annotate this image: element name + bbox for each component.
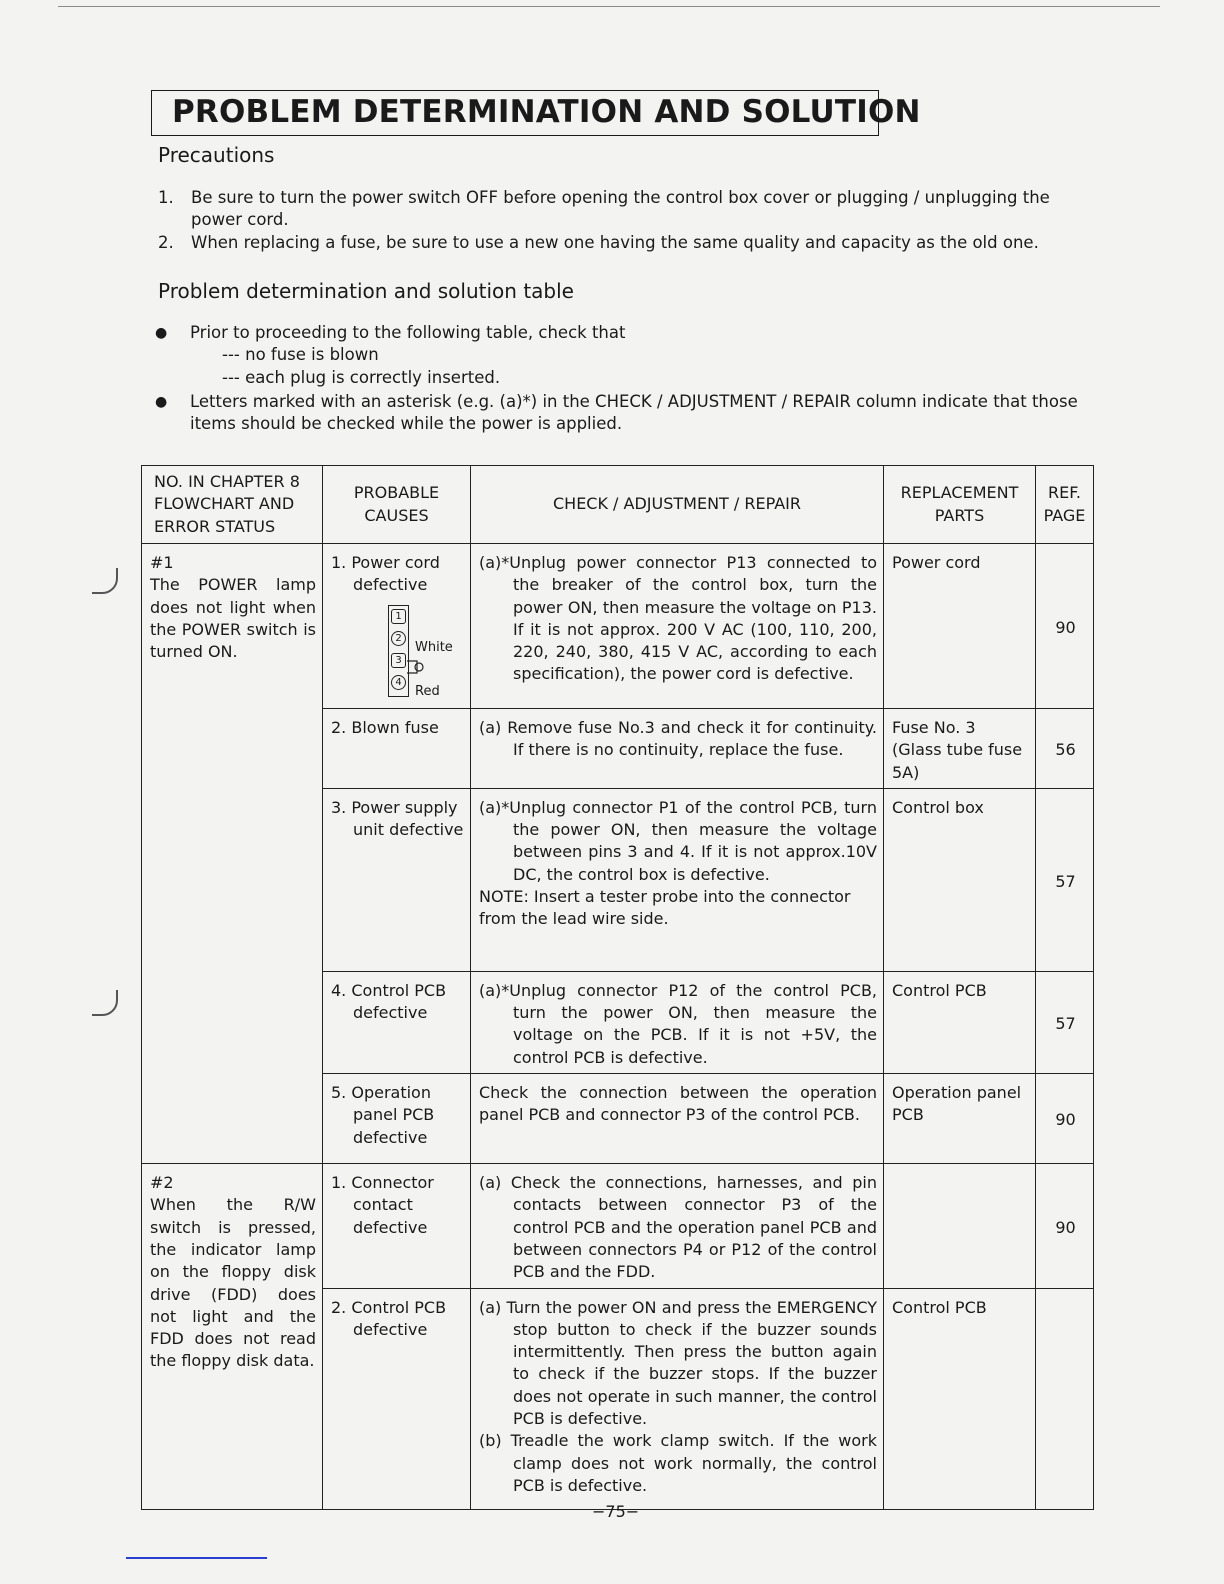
check-cell bbox=[471, 1288, 884, 1509]
header-ref-page: REF. PAGE bbox=[1036, 466, 1094, 544]
check-cell bbox=[471, 544, 884, 709]
precautions-heading: Precautions bbox=[158, 143, 275, 167]
header-parts: REPLACEMENT PARTS bbox=[884, 466, 1036, 544]
white-wire-label: White bbox=[415, 639, 453, 655]
page-text: 57 bbox=[1055, 1014, 1076, 1034]
check-text: (a)*Unplug power connector P13 connected to the breaker of the control box, turn the power ON, then measure the voltage on P13. If it is not approx. 200 V AC (100, 110, 200, 220, 240, 380, 415 V AC, according to each specification), the power cord is defective. bbox=[479, 553, 877, 684]
part-cell bbox=[884, 1164, 1036, 1288]
header-status: NO. IN CHAPTER 8 FLOWCHART AND ERROR STATUS bbox=[142, 466, 323, 544]
cause-cell bbox=[323, 788, 471, 971]
sub-item: --- each plug is correctly inserted. bbox=[222, 368, 501, 387]
part-cell bbox=[884, 788, 1036, 971]
pin-label: 2 bbox=[391, 631, 406, 646]
check-cell bbox=[471, 1164, 884, 1288]
top-rule bbox=[58, 6, 1160, 7]
cause-text: 3. Power supply unit defective bbox=[331, 797, 464, 840]
table-row bbox=[142, 1164, 1094, 1288]
problem-solution-table bbox=[141, 465, 1094, 1510]
check-cell bbox=[471, 1074, 884, 1164]
page-text: 90 bbox=[1055, 1110, 1076, 1130]
part-text: Fuse No. 3 (Glass tube fuse 5A) bbox=[892, 718, 1023, 782]
pin-label: 3 bbox=[391, 653, 406, 668]
sub-item: --- no fuse is blown bbox=[222, 345, 379, 364]
check-text: (a) Remove fuse No.3 and check it for continuity. If there is no continuity, replace the fuse. bbox=[479, 718, 877, 760]
page-text: 90 bbox=[1055, 1217, 1076, 1237]
check-text: (b) Treadle the work clamp switch. If the work clamp does not work normally, the control PCB is defective. bbox=[479, 1431, 877, 1495]
page-cell bbox=[1036, 971, 1094, 1073]
item-number: 2. bbox=[158, 233, 174, 252]
red-wire-label: Red bbox=[415, 683, 440, 699]
part-cell bbox=[884, 1288, 1036, 1509]
binder-hole-mark bbox=[92, 990, 118, 1016]
part-cell bbox=[884, 544, 1036, 709]
part-cell bbox=[884, 709, 1036, 789]
cause-text: 2. Blown fuse bbox=[331, 718, 439, 737]
check-text: (a) Check the connections, harnesses, and pin contacts between connector P3 of the control PCB and the operation panel PCB and between connectors P4 or P12 of the control PCB and the FDD. bbox=[479, 1173, 877, 1282]
page-text: 57 bbox=[1055, 871, 1076, 891]
bullet-item bbox=[155, 322, 1093, 344]
bullet-item bbox=[155, 391, 1093, 435]
binder-hole-mark bbox=[92, 568, 118, 594]
cause-cell bbox=[323, 709, 471, 789]
bottom-link-line bbox=[126, 1557, 267, 1559]
cause-text: 4. Control PCB defective bbox=[331, 980, 447, 1023]
table-section-heading: Problem determination and solution table bbox=[158, 279, 574, 303]
part-text: Operation panel PCB bbox=[892, 1083, 1022, 1125]
wire-lead-icon bbox=[407, 653, 427, 683]
bullet-text: Letters marked with an asterisk (e.g. (a)*) in the CHECK / ADJUSTMENT / REPAIR column indicate that those items should be checked while the power is applied. bbox=[190, 392, 1078, 433]
part-text: Control box bbox=[892, 797, 984, 817]
cause-cell bbox=[323, 1074, 471, 1164]
bullet-text: Prior to proceeding to the following table, check that bbox=[190, 323, 626, 342]
cause-cell bbox=[323, 1164, 471, 1288]
header-check: CHECK / ADJUSTMENT / REPAIR bbox=[471, 466, 884, 544]
check-text: (a)*Unplug connector P12 of the control PCB, turn the power ON, then measure the voltage on the PCB. If it is not +5V, the control PCB is defective. bbox=[479, 980, 877, 1067]
check-cell bbox=[471, 709, 884, 789]
page-text: 56 bbox=[1055, 740, 1076, 760]
check-text: (a)*Unplug connector P1 of the control PCB, turn the power ON, then measure the voltage between pins 3 and 4. If it is not approx.10V DC, the control box is defective. bbox=[479, 797, 877, 884]
precaution-item bbox=[158, 187, 1093, 231]
part-text: Control PCB bbox=[892, 980, 987, 1000]
cause-text: 2. Control PCB defective bbox=[331, 1297, 447, 1339]
bullet-icon: ● bbox=[155, 394, 168, 410]
note-text: NOTE: Insert a tester probe into the connector from the lead wire side. bbox=[479, 887, 851, 929]
page-cell bbox=[1036, 709, 1094, 789]
status-number: #1 bbox=[150, 553, 174, 572]
item-text: When replacing a fuse, be sure to use a new one having the same quality and capacity as the old one. bbox=[191, 233, 1039, 252]
cause-cell bbox=[323, 544, 471, 709]
item-text: Be sure to turn the power switch OFF before opening the control box cover or plugging / unplugging the power cord. bbox=[191, 188, 1050, 229]
table-header-row bbox=[142, 466, 1094, 544]
cause-cell bbox=[323, 1288, 471, 1509]
status-text: The POWER lamp does not light when the POWER switch is turned ON. bbox=[150, 575, 316, 662]
cause-cell bbox=[323, 971, 471, 1073]
page-cell bbox=[1036, 1074, 1094, 1164]
part-cell bbox=[884, 1074, 1036, 1164]
table-row bbox=[142, 544, 1094, 709]
part-text: Power cord bbox=[892, 553, 981, 572]
cause-text: 1. Connector contact defective bbox=[331, 1173, 434, 1237]
item-number: 1. bbox=[158, 188, 174, 207]
precaution-item bbox=[158, 232, 1093, 254]
pin-label: 1 bbox=[391, 609, 406, 624]
status-cell bbox=[142, 544, 323, 1164]
part-text: Control PCB bbox=[892, 1297, 987, 1317]
page-cell bbox=[1036, 1164, 1094, 1288]
check-cell bbox=[471, 788, 884, 971]
status-number: #2 bbox=[150, 1173, 174, 1193]
cause-text: 5. Operation panel PCB defective bbox=[331, 1083, 435, 1147]
header-causes: PROBABLE CAUSES bbox=[323, 466, 471, 544]
page-cell bbox=[1036, 1288, 1094, 1509]
status-text: When the R/W switch is pressed, the indicator lamp on the floppy disk drive (FDD) does not light and the FDD does not read the floppy disk data. bbox=[150, 1195, 316, 1371]
check-text: (a) Turn the power ON and press the EMERGENCY stop button to check if the buzzer sounds intermittently. Then press the button again to check if the buzzer stops. If the buzzer does not operate in such manner, the control PCB is defective. bbox=[479, 1297, 877, 1429]
status-cell bbox=[142, 1164, 323, 1509]
part-cell bbox=[884, 971, 1036, 1073]
bullet-icon: ● bbox=[155, 325, 168, 341]
page-text: 90 bbox=[1055, 617, 1076, 637]
cause-text: 1. Power cord defective bbox=[331, 553, 440, 595]
check-text: Check the connection between the operation panel PCB and connector P3 of the control PCB. bbox=[479, 1083, 877, 1125]
page-title: PROBLEM DETERMINATION AND SOLUTION bbox=[151, 90, 879, 136]
connector-pin-diagram bbox=[359, 603, 479, 699]
page-number: −75− bbox=[592, 1502, 640, 1521]
check-cell bbox=[471, 971, 884, 1073]
pin-label: 4 bbox=[391, 675, 406, 690]
page-cell bbox=[1036, 544, 1094, 709]
page-cell bbox=[1036, 788, 1094, 971]
